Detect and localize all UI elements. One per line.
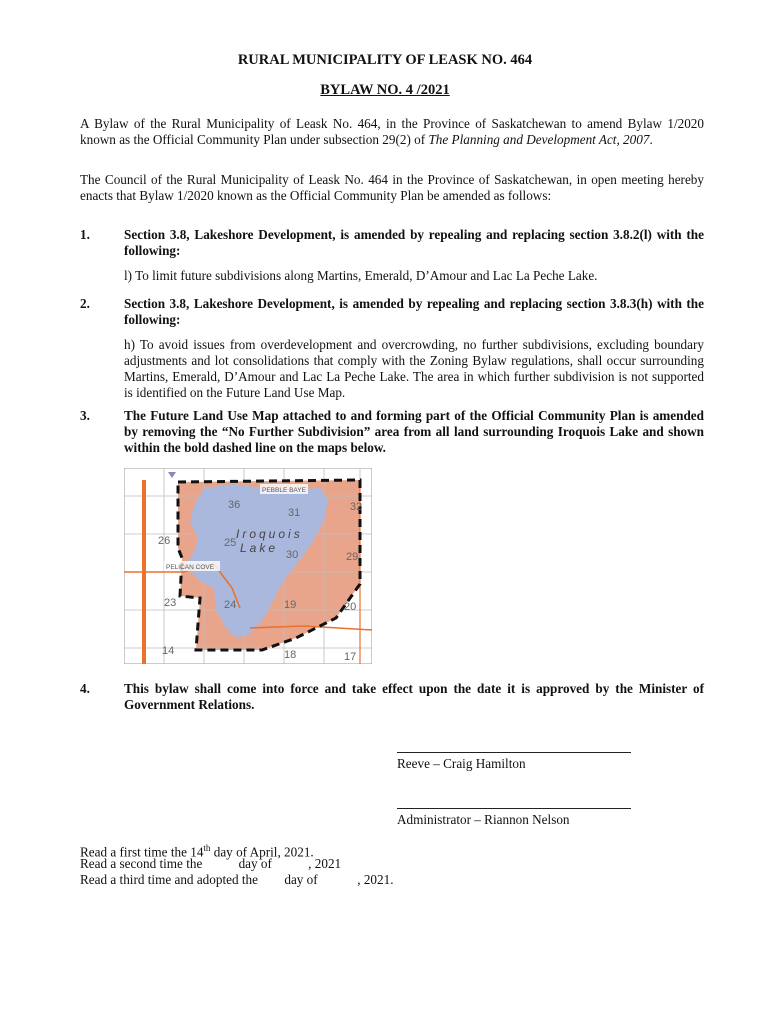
- section-label-24: 24: [224, 599, 237, 611]
- first-reading-end: day of April, 2021.: [210, 844, 314, 860]
- section-label-32: 32: [350, 501, 363, 513]
- item-4-heading: This bylaw shall come into force and take effect upon the date it is approved by the Minister of Government Relations.: [124, 681, 704, 712]
- section-label-30: 30: [286, 549, 299, 561]
- intro-text: A Bylaw of the Rural Municipality of Leask No. 464, in the Province of Saskatchewan to amend Bylaw 1/2020 known as the Official Community Plan under subsection 29(2) of: [80, 116, 704, 147]
- first-reading-sup: th: [203, 843, 211, 853]
- section-label-14: 14: [162, 645, 175, 657]
- page-title: RURAL MUNICIPALITY OF LEASK NO. 464: [237, 52, 533, 68]
- place-pelican-cove: PELICAN COVE: [166, 564, 215, 571]
- intro-end: .: [649, 132, 653, 147]
- bylaw-number: BYLAW NO. 4 /2021: [320, 82, 450, 98]
- item-3-number: 3.: [80, 408, 90, 423]
- second-reading: Read a second time the day of , 2021: [80, 856, 342, 871]
- section-label-19: 19: [284, 599, 297, 611]
- administrator-signature-line: [397, 808, 631, 809]
- act-title: The Planning and Development Act, 2007: [428, 132, 650, 147]
- section-label-20: 20: [344, 601, 357, 613]
- section-label-31: 31: [288, 507, 301, 519]
- lake-name-2: Lake: [240, 541, 279, 555]
- item-1-number: 1.: [80, 227, 90, 242]
- first-reading-text: Read a first time the 14: [80, 844, 204, 860]
- reeve-name: Reeve – Craig Hamilton: [397, 756, 526, 771]
- item-1-body: l) To limit future subdivisions along Martins, Emerald, D’Amour and Lac La Peche Lake.: [124, 268, 598, 283]
- section-label-26: 26: [158, 535, 171, 547]
- administrator-name: Administrator – Riannon Nelson: [397, 812, 570, 827]
- section-label-25: 25: [224, 537, 237, 549]
- item-2-heading: Section 3.8, Lakeshore Development, is amended by repealing and replacing section 3.8.3(h) with the following:: [124, 296, 704, 327]
- section-label-29: 29: [346, 551, 359, 563]
- reeve-signature-line: [397, 752, 631, 753]
- lake-name-1: Iroquois: [236, 527, 303, 541]
- intro-paragraph: [80, 116, 704, 148]
- third-reading: Read a third time and adopted the day of , 2021.: [80, 872, 394, 887]
- item-3-heading: The Future Land Use Map attached to and forming part of the Official Community Plan is amended by removing the “No Further Subdivision” area from all land surrounding Iroquois Lake and shown within the bold dashed line on the maps below.: [124, 408, 704, 455]
- future-land-use-map: [124, 468, 372, 664]
- section-label-23: 23: [164, 597, 177, 609]
- place-pebble-baye: PEBBLE BAYE: [262, 487, 306, 494]
- item-4-number: 4.: [80, 681, 90, 696]
- item-1-heading: Section 3.8, Lakeshore Development, is amended by repealing and replacing section 3.8.2(l) with the following:: [124, 227, 704, 258]
- item-2-number: 2.: [80, 296, 90, 311]
- section-label-36: 36: [228, 499, 241, 511]
- council-paragraph: The Council of the Rural Municipality of Leask No. 464 in the Province of Saskatchewan, in open meeting hereby enacts that Bylaw 1/2020 known as the Official Community Plan be amended as follows:: [80, 172, 704, 203]
- item-2-body: h) To avoid issues from overdevelopment and overcrowding, no further subdivisions, excluding boundary adjustments and lot consolidations that comply with the Zoning Bylaw regulations, shall occur surrounding Martins, Emerald, D’Amour and Lac La Peche Lake. The area in which further subdivision is not supported is identified on the Future Land Use Map.: [124, 337, 704, 400]
- section-label-17: 17: [344, 651, 357, 663]
- section-label-18: 18: [284, 649, 297, 661]
